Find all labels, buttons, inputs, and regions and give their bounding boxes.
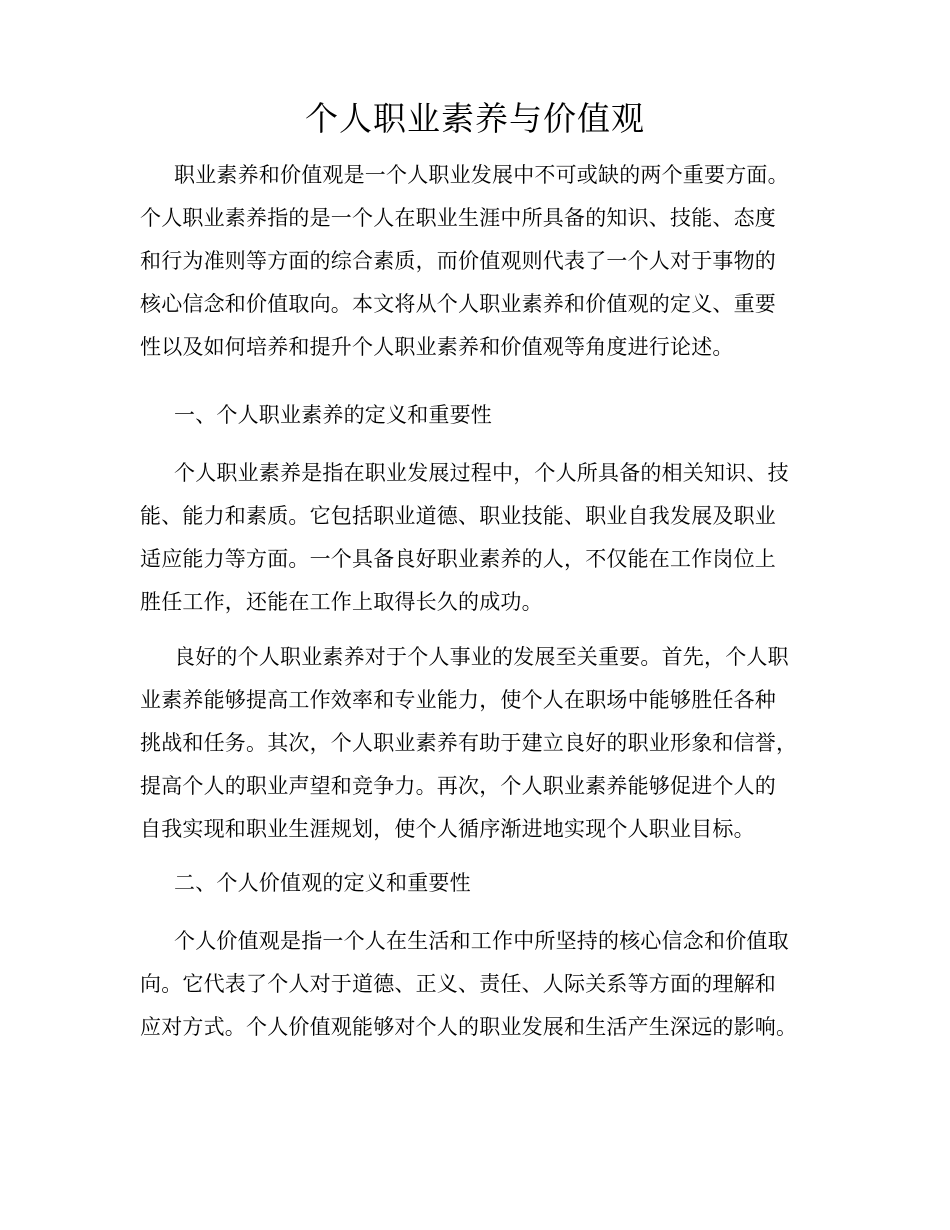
paragraph-importance-literacy [140, 636, 840, 851]
paragraph-intro [140, 154, 840, 369]
paragraph-line: 适应能力等方面。一个具备良好职业素养的人，不仅能在工作岗位上 [140, 547, 776, 571]
paragraph-line: 胜任工作，还能在工作上取得长久的成功。 [140, 590, 543, 614]
section-heading-2 [140, 862, 840, 905]
paragraph-line: 能、能力和素质。它包括职业道德、职业技能、职业自我发展及职业 [140, 504, 776, 528]
paragraph-line: 职业素养和价值观是一个人职业发展中不可或缺的两个重要方面。 [174, 163, 789, 187]
paragraph-line: 个人职业素养指的是一个人在职业生涯中所具备的知识、技能、态度 [140, 206, 776, 230]
section-heading-1 [140, 394, 840, 437]
paragraph-line: 挑战和任务。其次，个人职业素养有助于建立良好的职业形象和信誉， [140, 731, 798, 755]
paragraph-line: 良好的个人职业素养对于个人事业的发展至关重要。首先，个人职 [174, 645, 789, 669]
section-heading: 一、个人职业素养的定义和重要性 [174, 403, 492, 427]
section-heading: 二、个人价值观的定义和重要性 [174, 871, 471, 895]
paragraph-line: 个人价值观是指一个人在生活和工作中所坚持的核心信念和价值取 [174, 929, 789, 953]
paragraph-line: 个人职业素养是指在职业发展过程中，个人所具备的相关知识、技 [174, 461, 789, 485]
paragraph-line: 向。它代表了个人对于道德、正义、责任、人际关系等方面的理解和 [140, 972, 776, 996]
paragraph-line: 和行为准则等方面的综合素质，而价值观则代表了一个人对于事物的 [140, 249, 776, 273]
paragraph-line: 自我实现和职业生涯规划，使个人循序渐进地实现个人职业目标。 [140, 817, 755, 841]
document-title: 个人职业素养与价值观 [305, 99, 645, 138]
paragraph-line: 性以及如何培养和提升个人职业素养和价值观等角度进行论述。 [140, 335, 734, 359]
paragraph-line: 应对方式。个人价值观能够对个人的职业发展和生活产生深远的影响。 [140, 1015, 798, 1039]
paragraph-line: 核心信念和价值取向。本文将从个人职业素养和价值观的定义、重要 [140, 292, 776, 316]
paragraph-line: 提高个人的职业声望和竞争力。再次，个人职业素养能够促进个人的 [140, 774, 776, 798]
paragraph-definition-literacy [140, 452, 840, 624]
paragraph-definition-values [140, 920, 840, 1049]
paragraph-line: 业素养能够提高工作效率和专业能力，使个人在职场中能够胜任各种 [140, 688, 776, 712]
